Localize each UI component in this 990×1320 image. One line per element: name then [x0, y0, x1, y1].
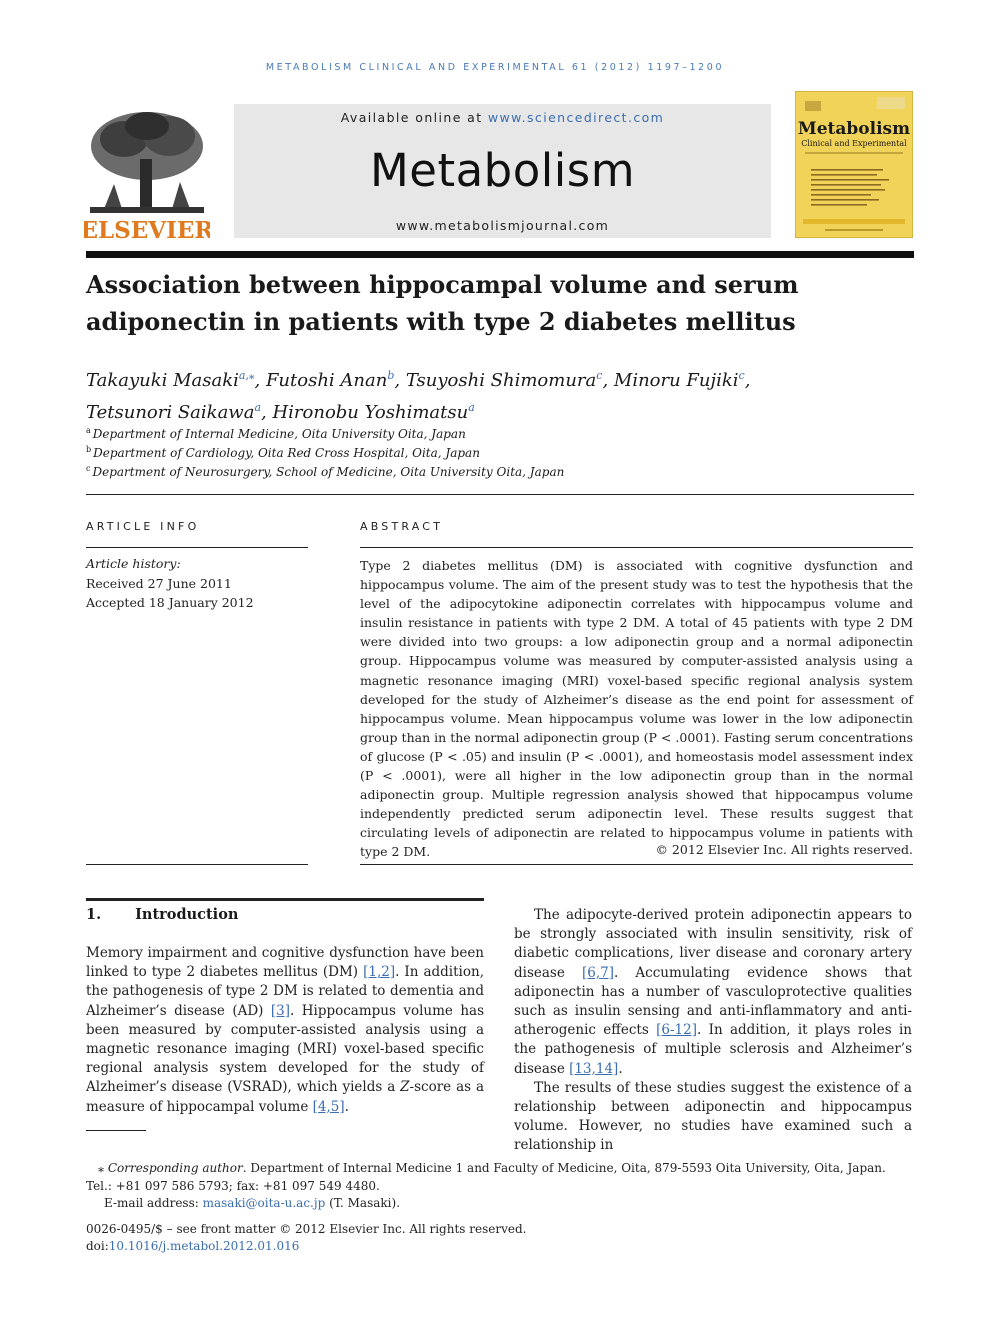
citation-link[interactable]: [3] — [270, 1002, 291, 1019]
author-affiliation-mark[interactable]: b — [387, 369, 395, 382]
citation-link[interactable]: [1,2] — [363, 964, 396, 981]
affiliation-text: Department of Internal Medicine, Oita University Oita, Japan — [92, 427, 466, 441]
author-name: Minoru Fujiki — [613, 370, 739, 391]
paragraph-text: The results of these studies suggest the existence of a relationship between adiponectin and hippocampus volume. However, no studies have examined such a relationship in — [514, 1079, 912, 1154]
article-info-rule — [86, 547, 308, 548]
affiliation-text: Department of Cardiology, Oita Red Cross Hospital, Oita, Japan — [93, 446, 480, 460]
intro-paragraph — [514, 906, 912, 1079]
history-label: Article history: — [86, 556, 181, 571]
abstract-bottom-rule — [360, 864, 913, 865]
author-affiliation-mark[interactable]: c — [596, 369, 603, 382]
cover-title: Metabolism — [797, 119, 911, 139]
paragraph-text: . Hippocampus volume has been measured by computer-assisted analysis using a magnetic resonance imaging (MRI) voxel-based specific regional analysis system developed for the study of Alzheimer’s disease (VSRAD), which yields a — [86, 1002, 485, 1096]
affiliation-label: b — [86, 445, 92, 454]
article-history — [86, 554, 308, 613]
available-online — [234, 110, 771, 125]
author-name: Futoshi Anan — [265, 370, 388, 391]
paragraph-text: . In addition, it plays roles in the pathogenesis of multiple sclerosis and Alzheimer’s disease — [514, 1022, 912, 1077]
intro-right-column — [514, 906, 912, 1156]
author-line-1 — [86, 362, 914, 394]
corr-text: . Department of Internal Medicine 1 and Faculty of Medicine, Oita, 879-5593 Oita University, Oita, Japan. Tel.: +81 097 586 5793; fax: +81 097 549 4480. — [86, 1161, 886, 1193]
footnote-star: ⁎ — [98, 1161, 104, 1175]
doi-prefix: doi: — [86, 1239, 109, 1253]
email-suffix: (T. Masaki). — [325, 1196, 401, 1210]
corr-label: Corresponding author — [107, 1161, 243, 1175]
author-list — [86, 362, 914, 426]
affiliation — [86, 445, 480, 460]
sciencedirect-link[interactable]: www.sciencedirect.com — [487, 110, 665, 125]
affiliation-label: a — [86, 426, 91, 435]
author-affiliation-mark[interactable]: a — [468, 401, 475, 414]
paragraph-text: . In addition, the pathogenesis of type 2 DM is related to dementia and Alzheimer’s disease (AD) — [86, 964, 484, 1019]
received-date: Received 27 June 2011 — [86, 575, 232, 591]
paragraph-text: -score as a measure of hippocampal volume — [86, 1079, 484, 1115]
author-affiliation-mark[interactable]: a,⁎ — [238, 369, 255, 382]
author-separator: , — [254, 370, 266, 391]
corresponding-author-note — [86, 1160, 914, 1195]
author-affiliation-mark[interactable]: a — [254, 401, 261, 414]
section-number: 1. — [86, 906, 102, 923]
paragraph-text: . — [344, 1098, 349, 1115]
affiliation-label: c — [86, 464, 91, 473]
article-info-heading: ARTICLE INFO — [86, 520, 200, 533]
author-separator: , — [744, 370, 751, 391]
email-note — [104, 1195, 914, 1213]
author-separator: , — [394, 370, 406, 391]
available-prefix: Available online at — [340, 110, 488, 125]
footnote-rule — [86, 1130, 146, 1131]
intro-rule — [86, 898, 484, 901]
abstract-text: Type 2 diabetes mellitus (DM) is associated with cognitive dysfunction and hippocampus volume. The aim of the present study was to test the hypothesis that the level of the adipocytokine adiponectin correlates with hippocampus volume and insulin resistance in patients with type 2 DM. A total of 45 patients with type 2 DM were divided into two groups: a low adiponectin group and a normal adiponectin group. Hippocampus volume was measured by computer-assisted analysis using a magnetic resonance imaging (MRI) voxel-based specific regional analysis system developed for the study of Alzheimer’s disease as the end point for assessment of hippocampus volume. Mean hippocampus volume was lower in the low adiponectin group than in the normal adiponectin group (P < .0001). Fasting serum concentrations of glucose (P < .05) and insulin (P < .0001), and homeostasis model assessment index (P < .0001), were all higher in the low adiponectin group than in the normal adiponectin group. Multiple regression analysis showed that hippocampus volume independently predicted serum adiponectin level. These results suggest that circulating levels of adiponectin are related to hippocampus volume in patients with type 2 DM. — [360, 558, 913, 860]
intro-left-column — [86, 944, 484, 1117]
intro-paragraph — [86, 944, 484, 1117]
elsevier-wordmark: ELSEVIER — [84, 217, 210, 244]
journal-masthead — [234, 104, 771, 238]
citation-link[interactable]: [6,7] — [581, 964, 614, 981]
paragraph-text: The adipocyte-derived protein adiponectin appears to be strongly associated with insulin sensitivity, risk of diabetic complications, liver disease and coronary artery disease — [514, 907, 912, 981]
author-name: Tsuyoshi Shimomura — [405, 370, 597, 391]
citation-link[interactable]: [13,14] — [569, 1060, 619, 1077]
journal-cover — [795, 91, 913, 238]
intro-paragraph — [514, 1079, 912, 1156]
section-heading — [86, 906, 238, 923]
elsevier-logo — [84, 104, 210, 244]
doi-link[interactable]: 10.1016/j.metabol.2012.01.016 — [108, 1239, 300, 1253]
email-link[interactable]: masaki@oita-u.ac.jp — [202, 1196, 326, 1210]
affiliation — [86, 464, 564, 479]
author-name: Hironobu Yoshimatsu — [272, 402, 469, 423]
running-header: METABOLISM CLINICAL AND EXPERIMENTAL 61 (2012) 1197–1200 — [265, 62, 725, 73]
citation-link[interactable]: [4,5] — [312, 1098, 345, 1115]
author-separator: , — [261, 402, 273, 423]
paragraph-text: . — [618, 1060, 623, 1077]
section-title: Introduction — [135, 906, 239, 923]
elsevier-tree-icon — [84, 104, 210, 244]
article-title: Association between hippocampal volume and serum adiponectin in patients with type 2 diabetes mellitus — [86, 270, 799, 336]
header-rule — [86, 251, 914, 258]
abstract-copyright: © 2012 Elsevier Inc. All rights reserved. — [655, 842, 913, 857]
abstract-heading: ABSTRACT — [360, 520, 444, 533]
email-label: E-mail address: — [104, 1196, 203, 1210]
accepted-date: Accepted 18 January 2012 — [86, 595, 254, 610]
affiliation — [86, 426, 466, 441]
cover-subtitle: Clinical and Experimental — [801, 139, 907, 148]
journal-name: Metabolism — [369, 144, 636, 197]
journal-url[interactable]: www.metabolismjournal.com — [395, 218, 610, 233]
paragraph-text: Memory impairment and cognitive dysfunction have been linked to type 2 diabetes mellitus (DM) — [86, 945, 484, 981]
author-line-2 — [86, 394, 914, 426]
front-matter: 0026-0495/$ – see front matter © 2012 Elsevier Inc. All rights reserved. — [86, 1222, 527, 1236]
author-name: Takayuki Masaki — [86, 370, 239, 391]
author-name: Tetsunori Saikawa — [86, 402, 255, 423]
affiliation-text: Department of Neurosurgery, School of Medicine, Oita University Oita, Japan — [92, 465, 565, 479]
doi-line — [86, 1238, 914, 1256]
affiliation-divider — [86, 494, 914, 495]
author-affiliation-mark[interactable]: c — [738, 369, 745, 382]
citation-link[interactable]: [6-12] — [656, 1022, 697, 1039]
author-separator: , — [602, 370, 614, 391]
paragraph-text: . Accumulating evidence shows that adiponectin has a number of vasculoprotective qualities such as insulin sensing and anti-inflammatory and anti-atherogenic effects — [514, 964, 912, 1039]
cover-image — [795, 91, 913, 238]
article-info-bottom-rule — [86, 864, 308, 865]
paragraph-text: Z — [400, 1079, 410, 1096]
abstract-rule — [360, 547, 913, 548]
